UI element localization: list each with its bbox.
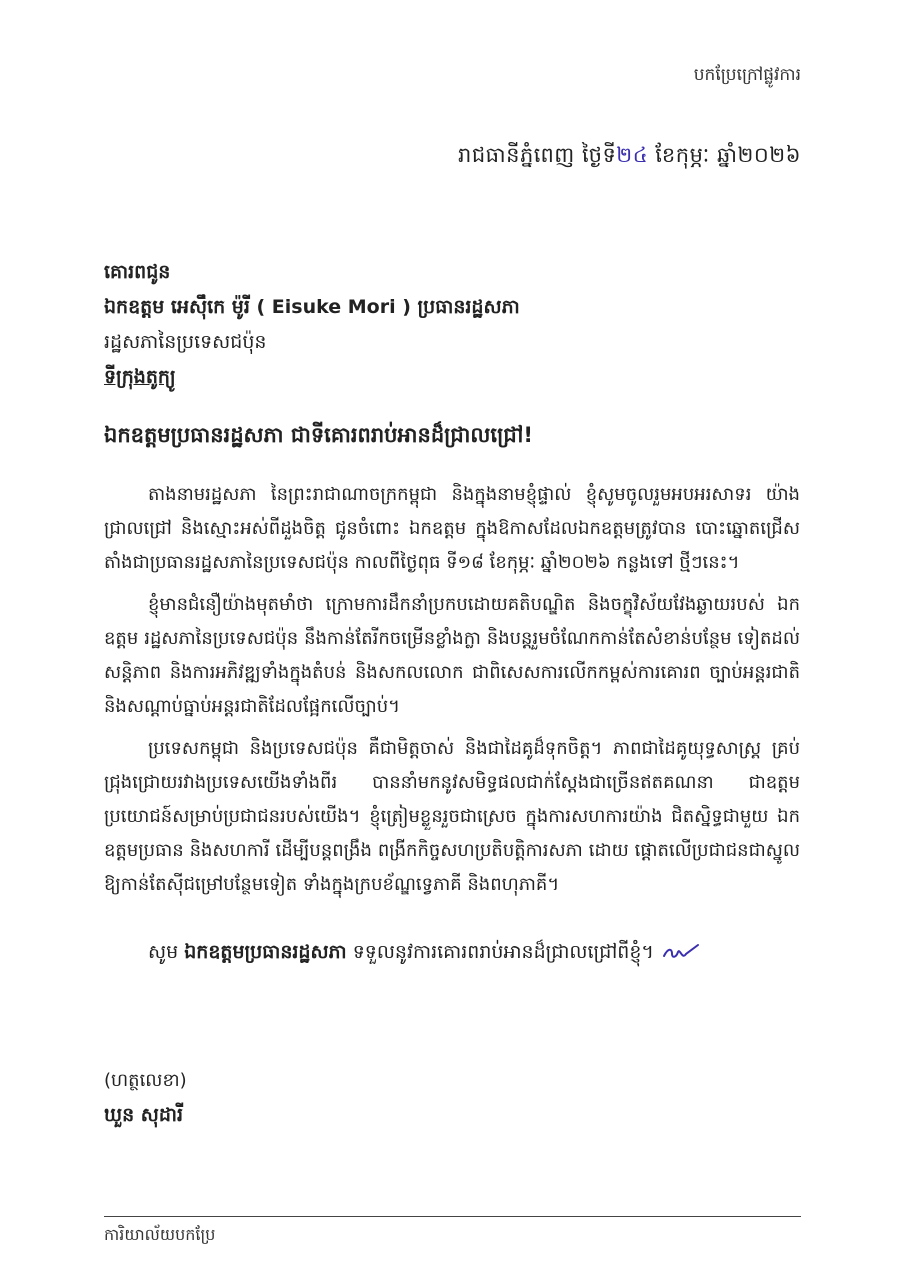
closing-bold: ឯកឧត្តមប្រធានរដ្ឋសភា bbox=[184, 941, 347, 963]
signatory-name: ឃួន សុដារី bbox=[104, 1104, 183, 1126]
footer-office: ការិយាល័យបកប្រែ bbox=[104, 1225, 216, 1244]
closing-prefix: សូម bbox=[148, 941, 185, 963]
footer-divider bbox=[104, 1216, 801, 1217]
signature-label: (ហត្ថលេខា) bbox=[104, 1070, 187, 1091]
date-suffix: ខែកុម្ភៈ ឆ្នាំ២០២៦ bbox=[648, 143, 801, 167]
addressee-city: ទីក្រុងតូក្យូ bbox=[104, 366, 176, 388]
salutation: ឯកឧត្តមប្រធានរដ្ឋសភា ជាទីគោរពរាប់អានដ៏ជ្រាលជ្រៅ! bbox=[104, 423, 533, 447]
handwritten-initials bbox=[660, 942, 700, 964]
addressee-label: គោរពជូន bbox=[104, 261, 171, 283]
addressee-block bbox=[104, 255, 520, 395]
body-paragraph: ប្រទេសកម្ពុជា និងប្រទេសជប៉ុន គឺជាមិត្តចាស់ និងជាដៃគូដ៏ទុកចិត្ត។ ភាពជាដៃគូយុទ្ធសាស្ត្រ គ្រប់ជ្រុងជ្រោយរវាងប្រទេសយើងទាំងពីរ បាននាំមកនូវសមិទ្ធផលជាក់ស្តែងជាច្រើនឥតគណនា ជាឧត្តមប្រយោជន៍សម្រាប់ប្រជាជនរបស់យើង។ ខ្ញុំត្រៀមខ្លួនរួចជាស្រេច ក្នុងការសហការយ៉ាង ជិតស្និទ្ធជាមួយ ឯកឧត្តមប្រធាន និងសហការី ដើម្បីបន្តពង្រឹង ពង្រីកកិច្ចសហប្រតិបត្តិការសភា ដោយ ផ្តោតលើប្រជាជនជាស្នូល ឱ្យកាន់តែស៊ីជម្រៅបន្ថែមទៀត ទាំងក្នុងក្របខ័ណ្ឌទ្វេភាគី និងពហុភាគី។ bbox=[104, 738, 800, 895]
date-prefix: រាជធានីភ្នំពេញ ថ្ងៃទី bbox=[457, 143, 617, 167]
body-paragraph: តាងនាមរដ្ឋសភា នៃព្រះរាជាណាចក្រកម្ពុជា និងក្នុងនាមខ្ញុំផ្ទាល់ ខ្ញុំសូមចូលរួមអបអរសាទរ យ៉ាងជ្រាលជ្រៅ និងស្មោះអស់ពីដួងចិត្ត ជូនចំពោះ ឯកឧត្តម ក្នុងឱកាសដែលឯកឧត្តមត្រូវបាន បោះឆ្នោតជ្រើសតាំងជាប្រធានរដ្ឋសភានៃប្រទេសជប៉ុន កាលពីថ្ងៃពុធ ទី១៨ ខែកុម្ភៈ ឆ្នាំ២០២៦ កន្លងទៅ ថ្មីៗនេះ។ bbox=[104, 484, 800, 573]
signature-block bbox=[104, 1064, 187, 1132]
unofficial-translation-note: បកប្រែក្រៅផ្លូវការ bbox=[693, 65, 801, 85]
letter-body bbox=[104, 478, 800, 910]
date-line bbox=[458, 142, 801, 173]
addressee-institution: រដ្ឋសភានៃប្រទេសជប៉ុន bbox=[104, 331, 267, 353]
date-day-handwritten: ២៤ bbox=[616, 143, 649, 167]
body-paragraph: ខ្ញុំមានជំនឿយ៉ាងមុតមាំថា ក្រោមការដឹកនាំប្រកបដោយគតិបណ្ឌិត និងចក្ខុវិស័យវែងឆ្ងាយរបស់ ឯកឧត្តម រដ្ឋសភានៃប្រទេសជប៉ុន នឹងកាន់តែរីកចម្រើនខ្លាំងក្លា និងបន្តរួមចំណែកកាន់តែសំខាន់បន្ថែម ទៀតដល់សន្តិភាព និងការអភិវឌ្ឍទាំងក្នុងតំបន់ និងសកលលោក ជាពិសេសការលើកកម្ពស់ការគោរព ច្បាប់អន្តរជាតិ និងសណ្តាប់ធ្នាប់អន្តរជាតិដែលផ្អែកលើច្បាប់។ bbox=[104, 594, 800, 717]
closing-line bbox=[148, 940, 700, 968]
addressee-recipient: ឯកឧត្តម អេស៊ឹកេ ម៉ូរី ( Eisuke Mori ) ប្រធានរដ្ឋសភា bbox=[104, 296, 520, 318]
closing-suffix: ទទួលនូវការគោរពរាប់អានដ៏ជ្រាលជ្រៅពីខ្ញុំ។ bbox=[346, 941, 654, 963]
